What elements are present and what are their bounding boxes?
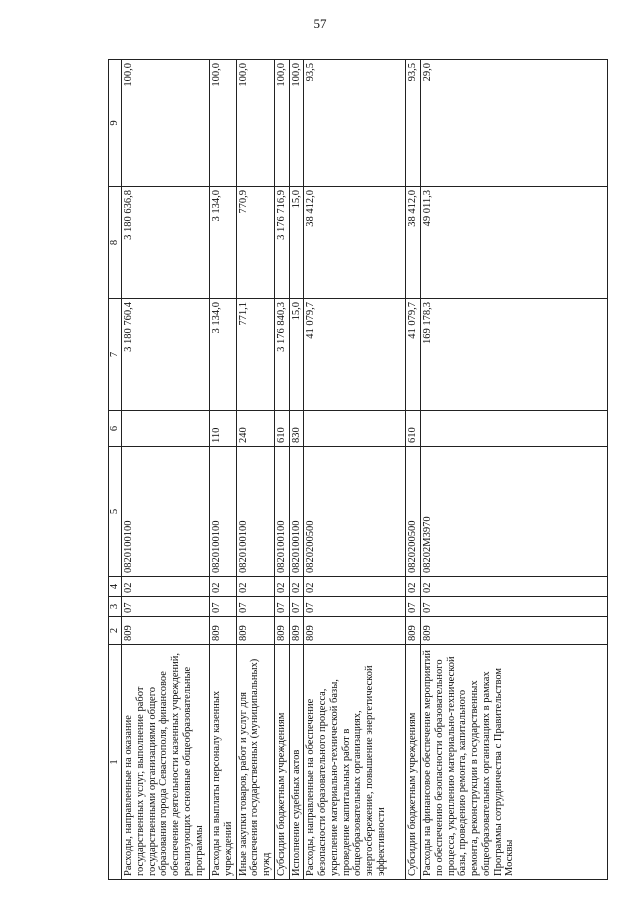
cell-c5: 0820100100: [289, 447, 304, 577]
cell-c2: 809: [289, 617, 304, 645]
page-number: 57: [313, 16, 327, 31]
column-header: 6: [109, 411, 122, 447]
table-row: [304, 60, 406, 880]
cell-c9: 29,0: [421, 60, 608, 187]
cell-c6: 610: [274, 411, 289, 447]
table-row: [421, 60, 608, 880]
cell-c7: 41 079,7: [406, 299, 421, 411]
cell-c7: 169 178,3: [421, 299, 608, 411]
column-header: 4: [109, 577, 122, 597]
cell-c7: 41 079,7: [304, 299, 406, 411]
table-row: [274, 60, 289, 880]
cell-c4: 02: [304, 577, 406, 597]
cell-c9: 100,0: [122, 60, 210, 187]
cell-c3: 07: [210, 597, 237, 617]
cell-c8: 38 412,0: [406, 187, 421, 299]
cell-c9: 100,0: [274, 60, 289, 187]
cell-c6: 240: [236, 411, 274, 447]
row-name: Исполнение судебных актов: [289, 645, 304, 880]
rotated-table-wrapper: [108, 60, 608, 880]
cell-c6: [122, 411, 210, 447]
row-name: Субсидии бюджетным учреждениям: [406, 645, 421, 880]
cell-c4: 02: [122, 577, 210, 597]
cell-c3: 07: [274, 597, 289, 617]
cell-c8: 38 412,0: [304, 187, 406, 299]
table-row: [210, 60, 237, 880]
cell-c6: [304, 411, 406, 447]
column-header: 5: [109, 447, 122, 577]
cell-c3: 07: [122, 597, 210, 617]
table-row: [236, 60, 274, 880]
cell-c8: 3 176 716,9: [274, 187, 289, 299]
cell-c2: 809: [304, 617, 406, 645]
cell-c4: 02: [289, 577, 304, 597]
cell-c7: 3 134,0: [210, 299, 237, 411]
cell-c9: 100,0: [289, 60, 304, 187]
cell-c8: 770,9: [236, 187, 274, 299]
cell-c6: 110: [210, 411, 237, 447]
cell-c3: 07: [236, 597, 274, 617]
table-row: [122, 60, 210, 880]
cell-c4: 02: [274, 577, 289, 597]
cell-c9: 93,5: [304, 60, 406, 187]
cell-c7: 15,0: [289, 299, 304, 411]
cell-c7: 3 180 760,4: [122, 299, 210, 411]
cell-c9: 100,0: [236, 60, 274, 187]
cell-c2: 809: [421, 617, 608, 645]
cell-c6: [421, 411, 608, 447]
table-row: [406, 60, 421, 880]
cell-c2: 809: [122, 617, 210, 645]
cell-c6: 610: [406, 411, 421, 447]
cell-c5: 0820200500: [406, 447, 421, 577]
cell-c3: 07: [289, 597, 304, 617]
row-name: Расходы на финансовое обеспечение мероприятий по обеспечению безопасности образовательного процесса, укреплению материально-технической базы, проведению ремонта, капитального ремонта, реконструкции в государственных общеобразовательных организациях в рамках Программы сотрудничества с Правительством Москвы: [421, 645, 608, 880]
row-name: Иные закупки товаров, работ и услуг для обеспечения государственных (муниципальных) нужд: [236, 645, 274, 880]
cell-c2: 809: [210, 617, 237, 645]
table-row: [289, 60, 304, 880]
column-header: 2: [109, 617, 122, 645]
cell-c4: 02: [421, 577, 608, 597]
cell-c4: 02: [236, 577, 274, 597]
cell-c5: 0820200500: [304, 447, 406, 577]
cell-c8: 49 011,3: [421, 187, 608, 299]
budget-table: [108, 59, 608, 880]
cell-c4: 02: [406, 577, 421, 597]
cell-c6: 830: [289, 411, 304, 447]
cell-c5: 0820100100: [274, 447, 289, 577]
row-name: Субсидии бюджетным учреждениям: [274, 645, 289, 880]
cell-c2: 809: [274, 617, 289, 645]
column-header: 9: [109, 60, 122, 187]
cell-c9: 100,0: [210, 60, 237, 187]
cell-c8: 3 180 636,8: [122, 187, 210, 299]
cell-c7: 771,1: [236, 299, 274, 411]
row-name: Расходы, направленные на обеспечение безопасности образовательного процесса, укрепление материально-технической базы, проведение капитальных работ в общеобразовательных организациях, энергосбережение, повышение энергетической эффективности: [304, 645, 406, 880]
cell-c3: 07: [406, 597, 421, 617]
column-header: 1: [109, 645, 122, 880]
cell-c2: 809: [236, 617, 274, 645]
column-header: 3: [109, 597, 122, 617]
cell-c8: 3 134,0: [210, 187, 237, 299]
column-header: 7: [109, 299, 122, 411]
cell-c5: 0820100100: [122, 447, 210, 577]
cell-c5: 0820100100: [210, 447, 237, 577]
header-row: [109, 60, 122, 880]
column-header: 8: [109, 187, 122, 299]
row-name: Расходы на выплаты персоналу казенных учреждений: [210, 645, 237, 880]
cell-c5: 0820100100: [236, 447, 274, 577]
cell-c9: 93,5: [406, 60, 421, 187]
cell-c5: 08202М3970: [421, 447, 608, 577]
row-name: Расходы, направленные на оказание государственных услуг, выполнение работ государственными организациями общего образования города Севастополя, финансовое обеспечение деятельности казенных учреждений, реализующих основные общеобразовательные программы: [122, 645, 210, 880]
cell-c7: 3 176 840,3: [274, 299, 289, 411]
cell-c4: 02: [210, 577, 237, 597]
cell-c8: 15,0: [289, 187, 304, 299]
cell-c3: 07: [304, 597, 406, 617]
cell-c2: 809: [406, 617, 421, 645]
cell-c3: 07: [421, 597, 608, 617]
